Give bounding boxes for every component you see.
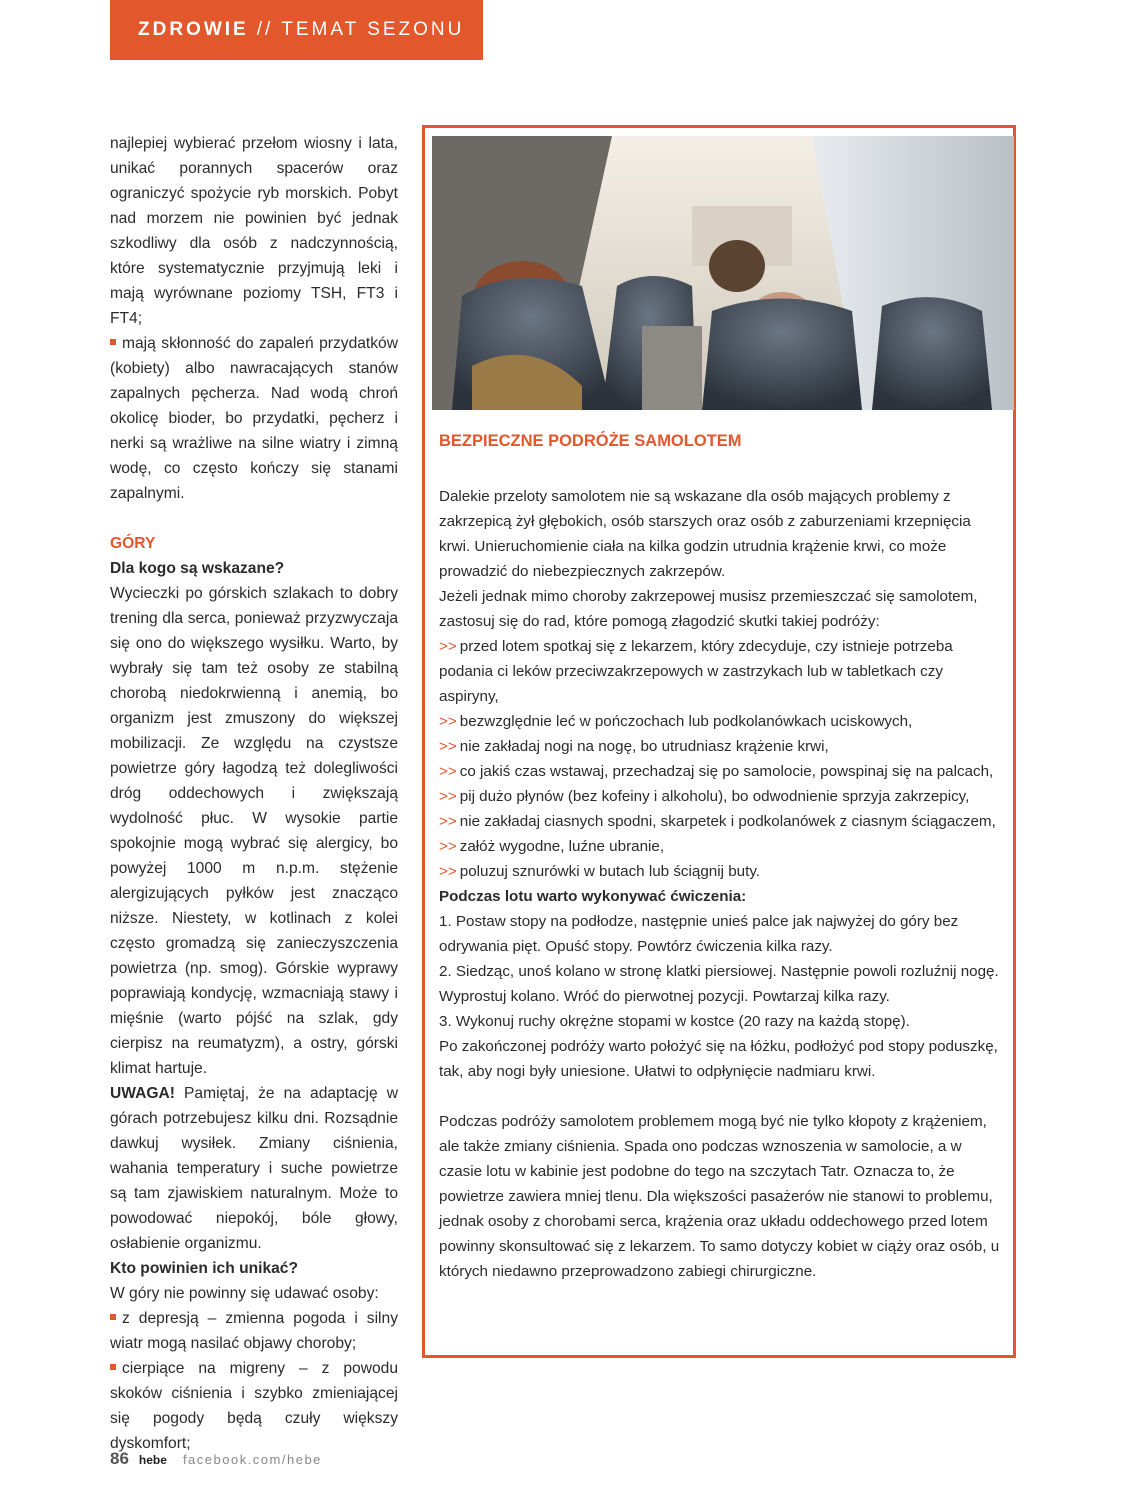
avoid-item bbox=[110, 1306, 398, 1356]
facebook-link[interactable]: facebook.com/hebe bbox=[182, 1452, 322, 1467]
arrow-icon: >> bbox=[439, 638, 457, 655]
airplane-cabin-photo bbox=[432, 136, 1014, 410]
tip-item bbox=[439, 759, 1005, 784]
box-advice-intro: Jeżeli jednak mimo choroby zakrzepowej musisz przemieszczać się samolotem, zastosuj się do rad, które pomogą złagodzić skutki takiej podróży: bbox=[439, 588, 978, 630]
arrow-icon: >> bbox=[439, 713, 457, 730]
avoid-item bbox=[110, 1356, 398, 1456]
page-number: 86 bbox=[110, 1449, 129, 1468]
page-footer bbox=[110, 1449, 322, 1469]
airplane-travel-box bbox=[422, 125, 1016, 1358]
arrow-icon: >> bbox=[439, 863, 457, 880]
avoid-intro: W góry nie powinny się udawać osoby: bbox=[110, 1285, 379, 1302]
left-column bbox=[110, 131, 398, 1456]
bullet-text: mają skłonność do zapaleń przydatków (kobiety) albo nawracających stanów zapalnych pęcherza. Nad wodą chroń okolicę bioder, bo przydatki, pęcherz i nerki są wrażliwe na silne wiatry i zimną wodę, co często kończy się stanami zapalnymi. bbox=[110, 335, 398, 502]
exercise-item: 1. Postaw stopy na podłodze, następnie unieś palce jak najwyżej do góry bez odrywania pięt. Opuść stopy. Powtórz ćwiczenia kilka razy. bbox=[439, 913, 959, 955]
section-header bbox=[110, 0, 483, 60]
avoid-heading: Kto powinien ich unikać? bbox=[110, 1260, 299, 1277]
pressure-text: Podczas podróży samolotem problemem mogą być nie tylko kłopoty z krążeniem, ale także zmiany ciśnienia. Spada ono podczas wznoszenia w samolocie, a w czasie lotu w kabinie jest podobne do tego na szczytach Tatr. Oznacza to, że powietrze zawiera mniej tlenu. Dla większości pasażerów nie stanowi to problemu, jednak osoby z chorobami serca, krążenia oraz układu oddechowego przed lotem powinny skonsultować się z lekarzem. To samo dotyczy kobiet w ciąży oraz osób, u których niedawno przeprowadzono zabiegi chirurgiczne. bbox=[439, 1113, 1000, 1280]
arrow-icon: >> bbox=[439, 738, 457, 755]
arrow-icon: >> bbox=[439, 838, 457, 855]
tip-item bbox=[439, 709, 1005, 734]
intro-paragraph: najlepiej wybierać przełom wiosny i lata, unikać porannych spacerów oraz ograniczyć spożycie ryb morskich. Pobyt nad morzem nie powinien być jednak szkodliwy dla osób z nadczynnością, które systematycznie przyjmują leki i mają wyrównane poziomy TSH, FT3 i FT4; bbox=[110, 135, 398, 327]
warning-paragraph bbox=[110, 1081, 398, 1256]
airplane-cabin-illustration bbox=[432, 136, 1014, 410]
intro-bullet bbox=[110, 331, 398, 506]
tip-item bbox=[439, 784, 1005, 809]
section-name: ZDROWIE bbox=[138, 19, 249, 40]
tip-item bbox=[439, 859, 1005, 884]
who-heading: Dla kogo są wskazane? bbox=[110, 560, 285, 577]
mountains-heading: GÓRY bbox=[110, 535, 156, 552]
bullet-square-icon bbox=[110, 1364, 116, 1370]
warning-text: Pamiętaj, że na adaptację w górach potrzebujesz kilku dni. Rozsądnie dawkuj wysiłek. Zmiany ciśnienia, wahania temperatury i suche powietrze są tam zjawiskiem naturalnym. Może to powodować niepokój, bóle głowy, osłabienie organizmu. bbox=[110, 1085, 398, 1252]
bullet-square-icon bbox=[110, 339, 116, 345]
tip-item bbox=[439, 834, 1005, 859]
avoid-item-text: z depresją – zmienna pogoda i silny wiatr mogą nasilać objawy choroby; bbox=[110, 1310, 398, 1352]
tip-text: bezwzględnie leć w pończochach lub podkolanówkach uciskowych, bbox=[459, 713, 913, 730]
tip-text: nie zakładaj ciasnych spodni, skarpetek i podkolanówek z ciasnym ściągaczem, bbox=[459, 813, 996, 830]
exercises-heading: Podczas lotu warto wykonywać ćwiczenia: bbox=[439, 888, 747, 905]
tip-text: poluzuj sznurówki w butach lub ściągnij buty. bbox=[459, 863, 760, 880]
box-title: BEZPIECZNE PODRÓŻE SAMOLOTEM bbox=[439, 432, 742, 450]
bullet-square-icon bbox=[110, 1314, 116, 1320]
arrow-icon: >> bbox=[439, 788, 457, 805]
header-separator: // bbox=[256, 19, 274, 40]
warning-label: UWAGA! bbox=[110, 1085, 175, 1102]
tip-text: przed lotem spotkaj się z lekarzem, który zdecyduje, czy istnieje potrzeba podania ci leków przeciwzakrzepowych w zastrzykach lub w tabletkach czy aspiryny, bbox=[439, 638, 953, 705]
section-subtitle: TEMAT SEZONU bbox=[281, 19, 465, 40]
arrow-icon: >> bbox=[439, 813, 457, 830]
tip-item bbox=[439, 809, 1005, 834]
tip-text: nie zakładaj nogi na nogę, bo utrudniasz krążenie krwi, bbox=[459, 738, 829, 755]
box-intro: Dalekie przeloty samolotem nie są wskazane dla osób mających problemy z zakrzepicą żył głębokich, osób starszych oraz osób z zaburzeniami krzepnięcia krwi. Unieruchomienie ciała na kilka godzin utrudnia krążenie krwi, co może prowadzić do niebezpiecznych zakrzepów. bbox=[439, 488, 971, 580]
tip-text: co jakiś czas wstawaj, przechadzaj się po samolocie, powspinaj się na palcach, bbox=[459, 763, 994, 780]
exercise-item: 3. Wykonuj ruchy okrężne stopami w kostce (20 razy na każdą stopę). bbox=[439, 1013, 910, 1030]
avoid-item-text: cierpiące na migreny – z powodu skoków ciśnienia i szybko zmieniającej się pogody będą czuły większy dyskomfort; bbox=[110, 1360, 398, 1452]
arrow-icon: >> bbox=[439, 763, 457, 780]
tip-text: załóż wygodne, luźne ubranie, bbox=[459, 838, 665, 855]
tip-text: pij dużo płynów (bez kofeiny i alkoholu), bo odwodnienie sprzyja zakrzepicy, bbox=[459, 788, 970, 805]
who-text: Wycieczki po górskich szlakach to dobry trening dla serca, ponieważ przyzwyczaja się ono do większego wysiłku. Warto, by wybrały się tam też osoby ze stabilną chorobą niedokrwienną i anemią, bo organizm jest zmuszony do większej mobilizacji. Ze względu na czystsze powietrze góry łagodzą też dolegliwości dróg oddechowych i zwiększają wydolność płuc. W wysokie partie spokojnie mogą wybrać się alergicy, bo powyżej 1000 m n.p.m. stężenie alergizujących pyłków jest znacząco niższe. Niestety, w kotlinach z kolei często gromadzą się zanieczyszczenia powietrza (np. smog). Górskie wyprawy poprawiają kondycję, wzmacniają stawy i mięśnie (warto pójść na szlak, gdy cierpisz na reumatyzm), a ostry, górski klimat hartuje. bbox=[110, 585, 398, 1077]
tip-item bbox=[439, 634, 1005, 709]
tip-item bbox=[439, 734, 1005, 759]
exercise-item: 2. Siedząc, unoś kolano w stronę klatki piersiowej. Następnie powoli rozluźnij nogę. Wyprostuj kolano. Wróć do pierwotnej pozycji. Powtarzaj kilka razy. bbox=[439, 963, 999, 1005]
after-flight-text: Po zakończonej podróży warto położyć się na łóżku, podłożyć pod stopy poduszkę, tak, aby nogi były uniesione. Ułatwi to odpłynięcie nadmiaru krwi. bbox=[439, 1038, 998, 1080]
brand-logo: hebe bbox=[138, 1453, 167, 1467]
box-body bbox=[439, 484, 1005, 1284]
